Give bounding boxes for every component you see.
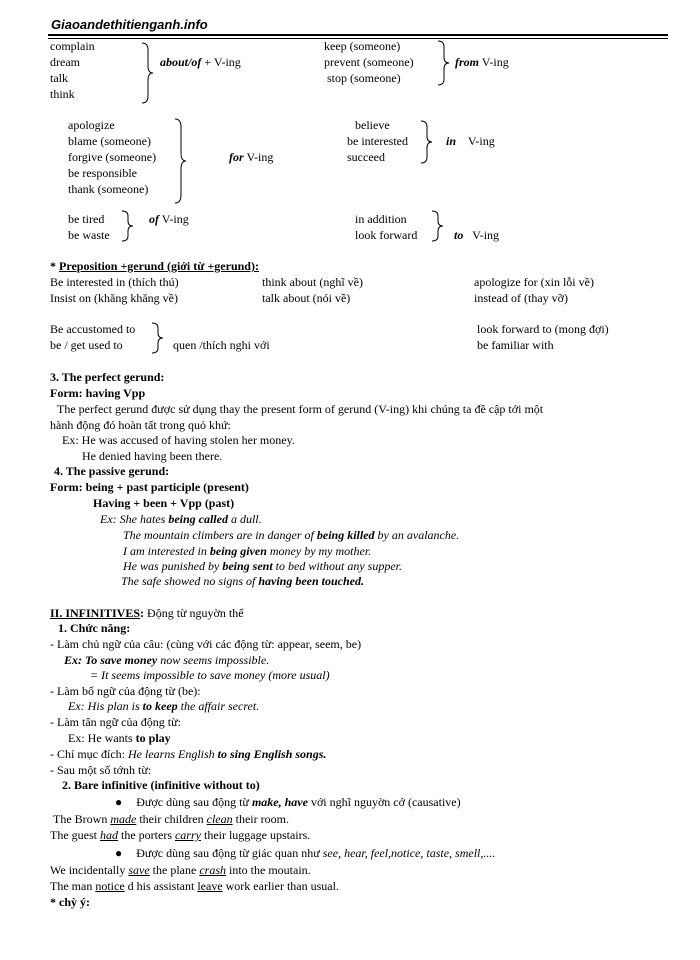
pg-col1-1: Insist on (khăng khăng về) [50, 291, 178, 305]
passive-ex2-a: The mountain climbers are in danger of [123, 528, 317, 542]
for-ving: V-ing [246, 150, 274, 164]
bullet-1-c: với nghĩ nguyờn cớ (causative) [307, 795, 461, 809]
ex-we-b: save [128, 863, 150, 877]
function-2-ex [68, 699, 259, 713]
passive-ex4-a: He was punished by [123, 559, 223, 573]
brace-for [173, 118, 187, 204]
ex-guest-d: carry [174, 828, 201, 842]
passive-ex5-a: The safe showed no signs of [121, 574, 259, 588]
function-2-ex-b: to keep [142, 699, 178, 713]
example-guest [50, 828, 310, 842]
passive-gerund-form2: Having + been + Vpp (past) [93, 496, 235, 510]
to-ving: V-ing [472, 228, 500, 242]
passive-ex3-c: money by my mother. [266, 544, 372, 558]
function-3-ex-a: Ex: He wants [68, 731, 136, 745]
preposition-gerund-heading [50, 259, 259, 273]
perfect-gerund-ex2: He denied having been there. [82, 449, 223, 463]
passive-gerund-form1: Form: being + past participle (present) [50, 480, 249, 494]
example-brown [53, 812, 289, 826]
ex-we-c: the plane [149, 863, 200, 877]
function-2-ex-c: the affair secret. [177, 699, 260, 713]
verb-be-tired: be tired [68, 212, 105, 226]
perfect-gerund-ex1: Ex: He was accused of having stolen her money. [62, 433, 295, 447]
in-rule [446, 134, 495, 148]
passive-ex1-b: being called [168, 512, 228, 526]
verb-forgive: forgive (someone) [68, 150, 157, 164]
function-1: - Làm chủ ngữ của câu: (cùng với các động từ: appear, seem, be) [50, 637, 362, 651]
ex-brown-d: clean [206, 812, 233, 826]
to-rule [454, 228, 499, 242]
ex-brown-e: their room. [232, 812, 289, 826]
about-of-rule [160, 55, 241, 69]
verb-be-waste: be waste [68, 228, 110, 242]
verb-in-addition: in addition [355, 212, 407, 226]
pg-right-1: be familiar with [477, 338, 554, 352]
of-rule [149, 212, 189, 226]
ex-guest-a: The guest [50, 828, 100, 842]
function-4 [50, 747, 326, 761]
accustomed-1: be / get used to [50, 338, 123, 352]
example-man [50, 879, 339, 893]
verb-talk: talk [50, 71, 68, 85]
bullet-2-a: Được dùng sau động từ giác quan như [136, 846, 323, 860]
function-2-ex-a: Ex: His plan is [68, 699, 143, 713]
prep-in: in [446, 134, 457, 148]
verb-succeed: succeed [347, 150, 385, 164]
bullet-dot-2: ● [115, 846, 123, 860]
brace-in [419, 120, 433, 164]
infinitives-heading [50, 606, 244, 620]
verb-be-responsible: be responsible [68, 166, 137, 180]
function-3-ex [68, 731, 171, 745]
prep-for: for [229, 150, 244, 164]
pg-right-0: look forward to (mong đợi) [477, 322, 609, 336]
ex-man-c: d his assistant [124, 879, 198, 893]
brace-of [120, 210, 134, 242]
verb-apologize: apologize [68, 118, 115, 132]
ex-man-b: notice [95, 879, 125, 893]
ex-brown-a: The Brown [53, 812, 111, 826]
verb-keep: keep (someone) [324, 39, 401, 53]
for-rule [229, 150, 273, 164]
verb-think: think [50, 87, 75, 101]
about-plus-ving: + V-ing [201, 55, 241, 69]
function-4-a: - Chỉ mục đích: [50, 747, 128, 761]
infinitives-title: II. INFINITIVES [50, 606, 141, 620]
verb-look-forward: look forward [355, 228, 418, 242]
from-ving: V-ing [481, 55, 509, 69]
bullet-1-a: Được dùng sau động từ [136, 795, 252, 809]
passive-ex5-b: having been touched. [258, 574, 365, 588]
prep-about-of: about/of [160, 55, 202, 69]
passive-ex1-a: She hates [116, 512, 169, 526]
bullet-dot-1: ● [115, 795, 123, 809]
ex-man-e: work earlier than usual. [222, 879, 339, 893]
ex-man-d: leave [197, 879, 223, 893]
bullet-2-b: see, hear, feel,notice, taste, smell,.... [322, 846, 496, 860]
verb-believe: believe [355, 118, 390, 132]
heading-text: Preposition +gerund (giới từ +gerund): [59, 259, 259, 273]
site-title: Giaoandethitienganh.info [51, 17, 208, 32]
example-we [50, 863, 311, 877]
passive-gerund-heading: 4. The passive gerund: [54, 464, 170, 478]
function-4-c: to sing English songs. [217, 747, 327, 761]
function-4-b: He learns English [128, 747, 218, 761]
function-3-ex-b: to play [135, 731, 171, 745]
prep-to: to [454, 228, 464, 242]
function-1-ex2: = It seems impossible to save money (more usual) [90, 668, 330, 682]
perfect-gerund-heading: 3. The perfect gerund: [50, 370, 165, 384]
prep-of: of [149, 212, 159, 226]
verb-thank: thank (someone) [68, 182, 149, 196]
ex-guest-e: their luggage upstairs. [200, 828, 311, 842]
ex-guest-b: had [100, 828, 118, 842]
perfect-gerund-form: Form: having Vpp [50, 386, 146, 400]
passive-ex5 [121, 574, 364, 588]
passive-ex4-c: to bed without any supper. [272, 559, 402, 573]
passive-ex3-b: being given [209, 544, 267, 558]
passive-ex3 [123, 544, 371, 558]
infinitives-vi: Động từ nguyờn thể [144, 606, 244, 620]
infinitives-sub2: 2. Bare infinitive (infinitive without to) [62, 778, 260, 792]
bullet-1 [115, 795, 461, 809]
passive-ex4-b: being sent [222, 559, 273, 573]
note: * chỳ ý: [50, 895, 90, 909]
passive-ex2 [123, 528, 459, 542]
header-rule-thick [48, 34, 668, 36]
ex-we-a: We incidentally [50, 863, 129, 877]
brace-about [140, 42, 154, 104]
verb-dream: dream [50, 55, 80, 69]
infinitives-colon: : [140, 606, 145, 620]
from-rule [455, 55, 509, 69]
verb-blame: blame (someone) [68, 134, 151, 148]
verb-be-interested: be interested [347, 134, 408, 148]
prep-from: from [455, 55, 479, 69]
function-5: - Sau một số tớnh từ: [50, 763, 152, 777]
in-ving: V-ing [467, 134, 495, 148]
ex-we-e: into the moutain. [226, 863, 311, 877]
brace-to [430, 210, 444, 242]
pg-col1-0: Be interested in (thích thú) [50, 275, 179, 289]
function-1-ex [64, 653, 269, 667]
function-3: - Làm tân ngữ của động từ: [50, 715, 181, 729]
heading-star: * [50, 259, 59, 273]
ex-we-d: crash [199, 863, 226, 877]
ex-man-a: The man [50, 879, 96, 893]
function-1-ex-a: Ex: To save money [64, 653, 158, 667]
bullet-1-b: make, have [251, 795, 308, 809]
perfect-gerund-desc2: hành động đó hoàn tất trong quỏ khứ: [50, 418, 231, 432]
passive-ex1 [100, 512, 262, 526]
pg-col2-0: think about (nghĩ về) [262, 275, 363, 289]
accustomed-meaning: quen /thích nghi với [173, 338, 270, 352]
verb-prevent: prevent (someone) [324, 55, 414, 69]
passive-ex4 [123, 559, 402, 573]
accustomed-0: Be accustomed to [50, 322, 136, 336]
function-2: - Làm bổ ngữ của động từ (be): [50, 684, 201, 698]
function-1-ex-b: now seems impossible. [157, 653, 270, 667]
passive-ex1-c: a dull. [227, 512, 262, 526]
perfect-gerund-desc1: The perfect gerund được sử dụng thay the present form of gerund (V-ing) khi chúng ta đề cập tới một [57, 402, 544, 416]
brace-from [436, 40, 450, 86]
ex-guest-c: the porters [118, 828, 175, 842]
passive-ex2-b: being killed [316, 528, 375, 542]
ex-brown-c: their children [136, 812, 207, 826]
brace-accustomed [150, 322, 164, 354]
ex-brown-b: made [110, 812, 137, 826]
pg-col2-1: talk about (nói về) [262, 291, 351, 305]
verb-stop: stop (someone) [327, 71, 401, 85]
pg-col3-0: apologize for (xin lỗi về) [474, 275, 594, 289]
verb-complain: complain [50, 39, 95, 53]
passive-ex3-a: I am interested in [123, 544, 210, 558]
of-ving: V-ing [161, 212, 189, 226]
passive-ex2-c: by an avalanche. [374, 528, 460, 542]
pg-col3-1: instead of (thay vỡ) [474, 291, 568, 305]
ex-label: Ex: [100, 512, 117, 526]
bullet-2 [115, 846, 495, 860]
infinitives-sub1: 1. Chức năng: [58, 621, 131, 635]
